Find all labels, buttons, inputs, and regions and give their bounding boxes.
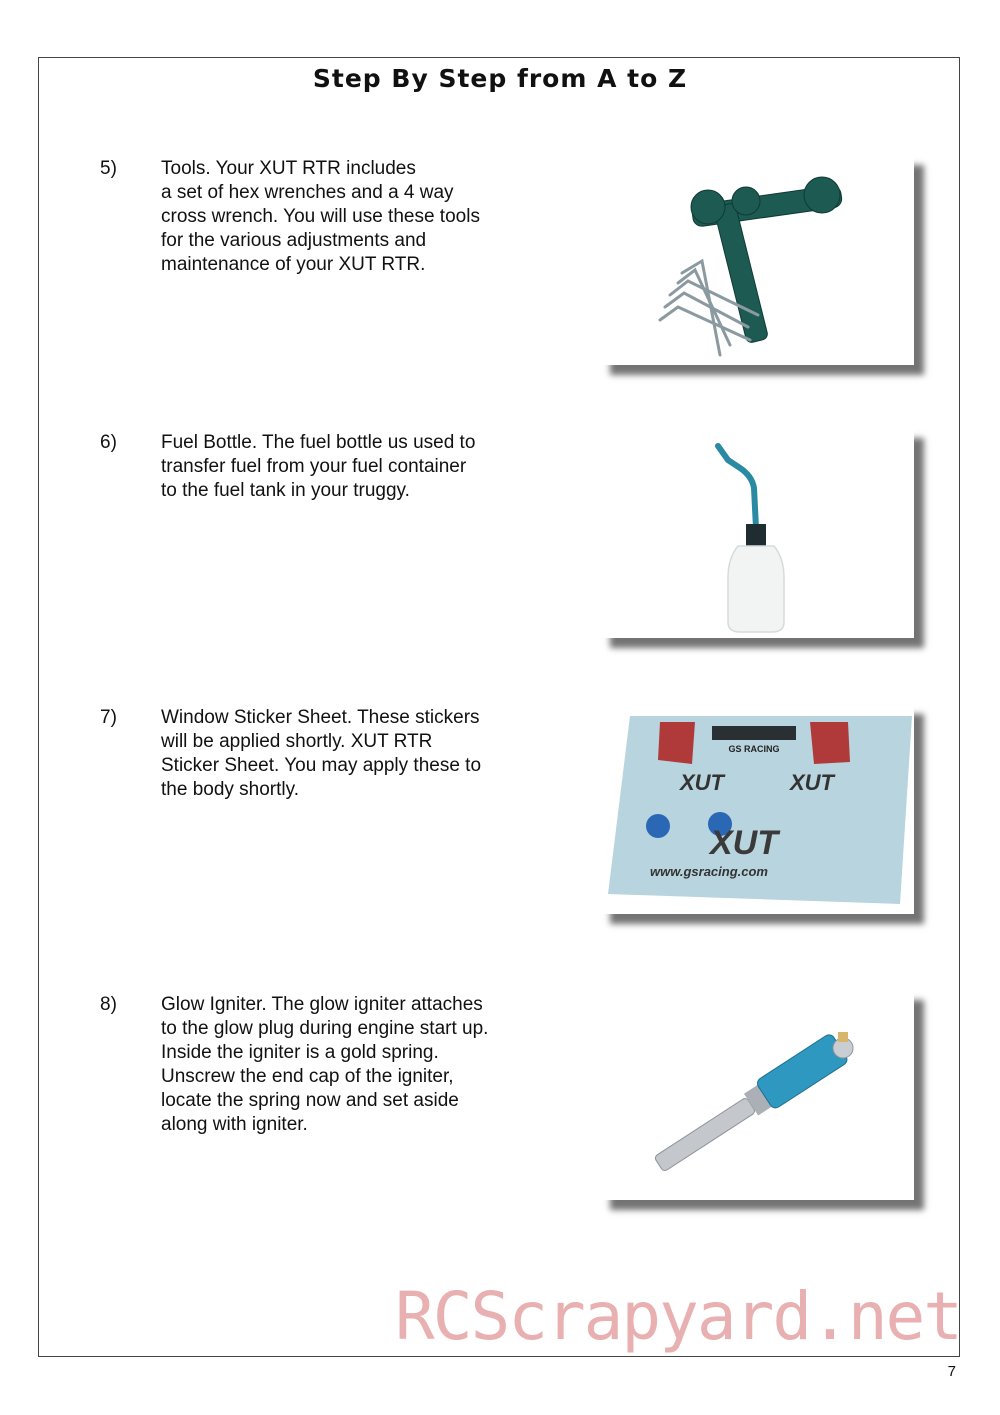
step-line: Unscrew the end cap of the igniter, xyxy=(161,1066,454,1087)
step-line: Window Sticker Sheet. These stickers xyxy=(161,707,480,728)
step-line: Fuel Bottle. The fuel bottle us used to xyxy=(161,432,476,453)
step-line: a set of hex wrenches and a 4 way xyxy=(161,182,454,203)
sticker-sheet-illustration xyxy=(600,704,914,914)
watermark: RCScrapyard.net xyxy=(395,1278,962,1355)
glow-igniter-photo xyxy=(600,990,914,1200)
glow-igniter-illustration xyxy=(600,990,914,1200)
step-line: for the various adjustments and xyxy=(161,230,427,251)
sticker-model: XUT xyxy=(680,770,724,795)
step-line: Glow Igniter. The glow igniter attaches xyxy=(161,994,483,1015)
step-line: transfer fuel from your fuel container xyxy=(161,456,467,477)
step-line: Tools. Your XUT RTR includes xyxy=(161,158,416,179)
cross-wrench-illustration xyxy=(600,155,914,365)
sticker-sheet-photo xyxy=(600,704,914,914)
step-line: to the fuel tank in your truggy. xyxy=(161,480,410,501)
step-text xyxy=(161,706,521,802)
tools-photo xyxy=(600,155,914,365)
step-text xyxy=(161,157,521,277)
step-text xyxy=(161,993,541,1137)
step-number: 8) xyxy=(100,994,117,1015)
sticker-model-large: XUT xyxy=(710,824,778,862)
step-line: locate the spring now and set aside xyxy=(161,1090,459,1111)
step-line: the body shortly. xyxy=(161,779,300,800)
step-line: maintenance of your XUT RTR. xyxy=(161,254,426,275)
fuel-bottle-illustration xyxy=(600,428,914,638)
step-text xyxy=(161,431,521,503)
page-number: 7 xyxy=(947,1363,956,1380)
page-title: Step By Step from A to Z xyxy=(312,64,688,93)
step-line: will be applied shortly. XUT RTR xyxy=(161,731,433,752)
fuel-bottle-photo xyxy=(600,428,914,638)
step-number: 6) xyxy=(100,432,117,453)
step-number: 7) xyxy=(100,707,117,728)
step-number: 5) xyxy=(100,158,117,179)
sticker-website: www.gsracing.com xyxy=(650,864,768,879)
step-line: along with igniter. xyxy=(161,1114,308,1135)
step-line: to the glow plug during engine start up. xyxy=(161,1018,489,1039)
step-line: Sticker Sheet. You may apply these to xyxy=(161,755,482,776)
sticker-model: XUT xyxy=(790,770,834,795)
sticker-brand: GS RACING xyxy=(728,744,780,754)
step-line: Inside the igniter is a gold spring. xyxy=(161,1042,439,1063)
step-line: cross wrench. You will use these tools xyxy=(161,206,480,227)
